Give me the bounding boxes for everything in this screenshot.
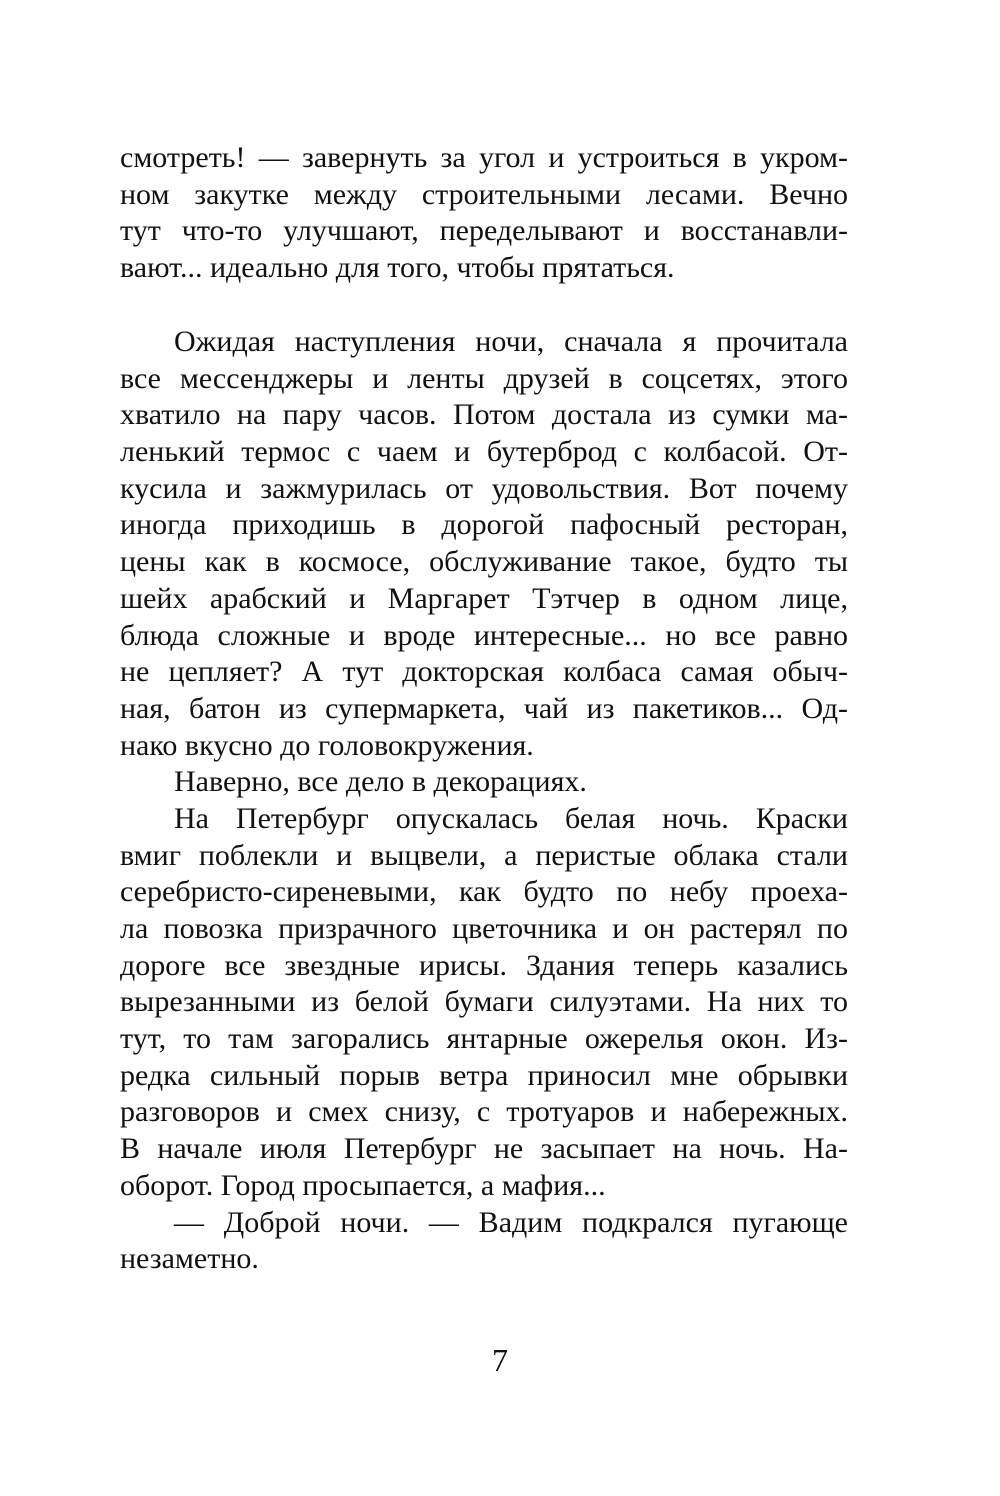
text-line: оборот. Город просыпается, а мафия... bbox=[120, 1168, 606, 1202]
text-line: цены как в космосе, обслуживание такое, будто ты bbox=[120, 545, 848, 579]
text-line: иногда приходишь в дорогой пафосный ресторан, bbox=[120, 508, 848, 542]
text-line: вырезанными из белой бумаги силуэтами. На них то bbox=[120, 985, 848, 1019]
text-line: В начале июля Петербург не засыпает на ночь. На- bbox=[120, 1132, 848, 1166]
text-line: все мессенджеры и ленты друзей в соцсетях, этого bbox=[120, 361, 848, 395]
text-line: смотреть! — завернуть за угол и устроиться в укром- bbox=[120, 141, 848, 174]
text-line: редка сильный порыв ветра приносил мне обрывки bbox=[120, 1058, 848, 1092]
text-line: вают... идеально для того, чтобы прятаться. bbox=[120, 251, 675, 285]
page-number: 7 bbox=[492, 1342, 508, 1378]
text-line: тут что-то улучшают, переделывают и восстанавли- bbox=[120, 214, 848, 248]
text-line: шейх арабский и Маргарет Тэтчер в одном лице, bbox=[120, 581, 848, 615]
text-line: нако вкусно до головокружения. bbox=[120, 728, 534, 762]
text-line: незаметно. bbox=[120, 1242, 259, 1276]
text-line: тут, то там загорались янтарные ожерелья окон. Из- bbox=[120, 1022, 848, 1056]
text-line: дороге все звездные ирисы. Здания теперь казались bbox=[120, 948, 848, 982]
paragraph-start-line: На Петербург опускалась белая ночь. Краски bbox=[174, 801, 848, 835]
text-line: серебристо-сиреневыми, как будто по небу проеха- bbox=[120, 875, 848, 909]
text-line: вмиг поблекли и выцвели, а перистые облака стали bbox=[120, 838, 848, 872]
text-line: кусила и зажмурилась от удовольствия. Вот почему bbox=[120, 471, 848, 505]
text-line: ла повозка призрачного цветочника и он растерял по bbox=[120, 912, 848, 945]
paragraph-start-line: — Доброй ночи. — Вадим подкрался пугающе bbox=[174, 1205, 848, 1239]
text-block-top bbox=[120, 140, 848, 287]
text-line: ном закутке между строительными лесами. Вечно bbox=[120, 177, 848, 211]
paragraph-start-line: Наверно, все дело в декорациях. bbox=[174, 765, 587, 799]
text-line: хватило на пару часов. Потом достала из сумки ма- bbox=[120, 398, 848, 432]
text-block-main bbox=[120, 324, 848, 1278]
text-line: блюда сложные и вроде интересные... но все равно bbox=[120, 618, 848, 652]
paragraph-start-line: Ожидая наступления ночи, сначала я прочитала bbox=[174, 325, 848, 358]
text-line: не цепляет? А тут докторская колбаса самая обыч- bbox=[120, 655, 848, 689]
text-line: ленький термос с чаем и бутерброд с колбасой. От- bbox=[120, 435, 848, 469]
text-line: разговоров и смех снизу, с тротуаров и набережных. bbox=[120, 1095, 848, 1129]
text-line: ная, батон из супермаркета, чай из пакетиков... Од- bbox=[120, 691, 848, 725]
